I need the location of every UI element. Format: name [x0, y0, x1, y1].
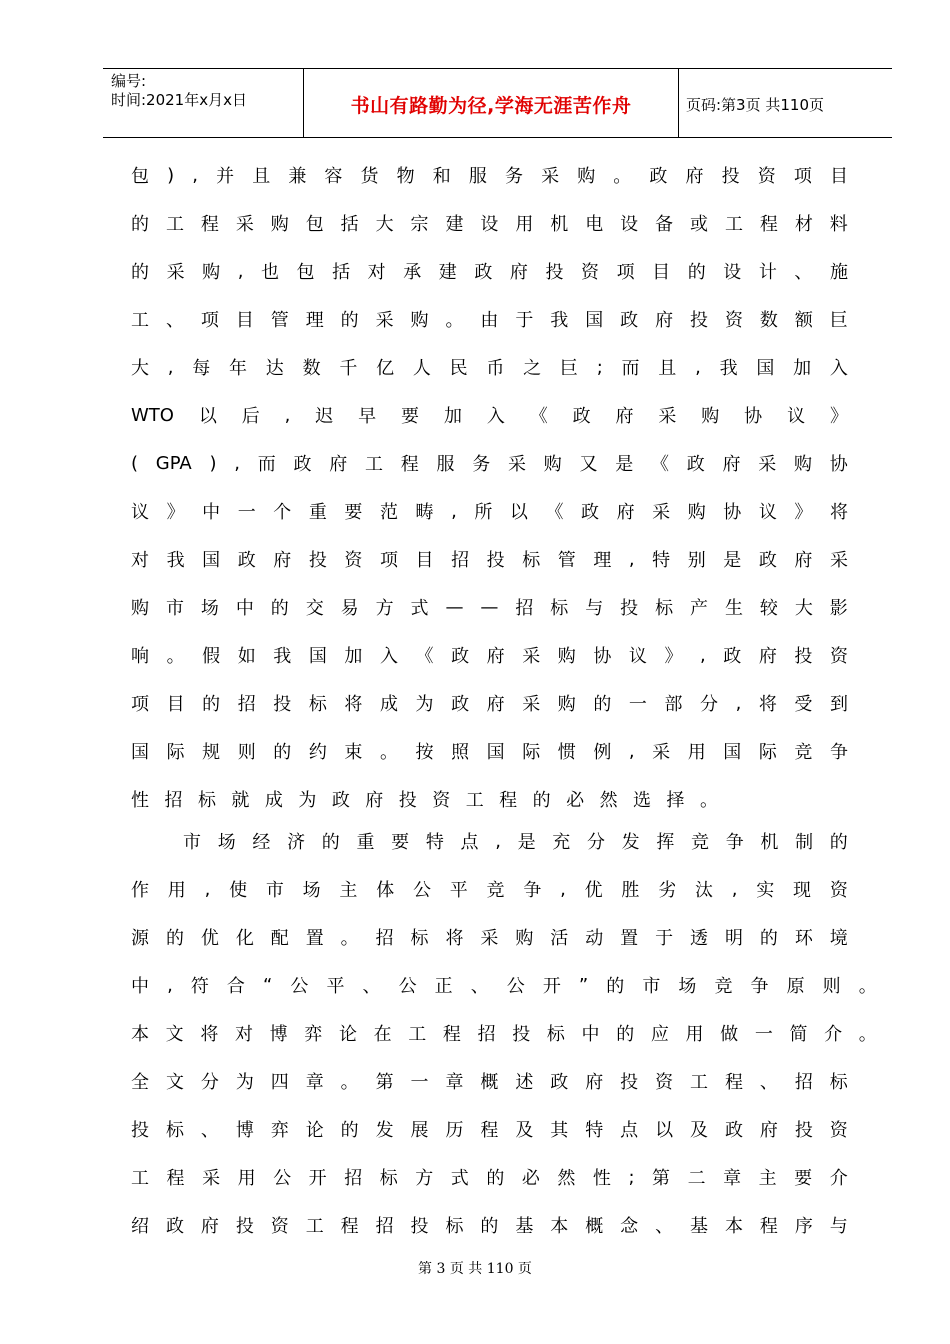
body-line: 议 》 中 一 个 重 要 范 畴 , 所 以 《 政 府 采 购 协 议 》 将	[131, 500, 848, 523]
body-line: 全 文 分 为 四 章 。 第 一 章 概 述 政 府 投 资 工 程 、 招 标	[131, 1072, 848, 1093]
body-line: 市 场 经 济 的 重 要 特 点 , 是 充 分 发 挥 竞 争 机 制 的	[183, 830, 848, 853]
body-line: 包 ) , 并 且 兼 容 货 物 和 服 务 采 购 。 政 府 投 资 项 目	[131, 164, 848, 187]
body-line: 本 文 将 对 博 弈 论 在 工 程 招 投 标 中 的 应 用 做 一 简 介 。	[131, 1024, 877, 1045]
document-time-label: 时间:2021年x月x日	[111, 91, 247, 109]
page-footer	[0, 1258, 950, 1278]
header-motto: 书山有路勤为径,学海无涯苦作舟	[350, 95, 632, 117]
body-line: 工 、 项 目 管 理 的 采 购 。 由 于 我 国 政 府 投 资 数 额 巨	[131, 310, 848, 331]
body-line: 绍 政 府 投 资 工 程 招 投 标 的 基 本 概 念 、 基 本 程 序 与	[131, 1216, 848, 1237]
body-line: 项 目 的 招 投 标 将 成 为 政 府 采 购 的 一 部 分 , 将 受 到	[131, 692, 848, 715]
body-line: 源 的 优 化 配 置 。 招 标 将 采 购 活 动 置 于 透 明 的 环 境	[131, 928, 848, 949]
body-line: ( GPA ) , 而 政 府 工 程 服 务 采 购 又 是 《 政 府 采 购 协	[131, 452, 848, 475]
body-line: 对 我 国 政 府 投 资 项 目 招 投 标 管 理 , 特 别 是 政 府 采	[131, 548, 848, 571]
document-number-label: 编号:	[111, 72, 147, 90]
body-line: 工 程 采 用 公 开 招 标 方 式 的 必 然 性 ; 第 二 章 主 要 介	[131, 1166, 848, 1189]
body-line: 的 采 购 , 也 包 括 对 承 建 政 府 投 资 项 目 的 设 计 、 施	[131, 260, 848, 283]
body-line: WTO 以 后 , 迟 早 要 加 入 《 政 府 采 购 协 议 》	[131, 404, 848, 427]
body-line: 投 标 、 博 弈 论 的 发 展 历 程 及 其 特 点 以 及 政 府 投 资	[131, 1120, 848, 1141]
body-line: 中 , 符 合 “ 公 平 、 公 正 、 公 开 ” 的 市 场 竞 争 原 则 。	[131, 974, 877, 997]
header-page-info: 页码:第3页 共110页	[686, 96, 824, 114]
body-line: 的 工 程 采 购 包 括 大 宗 建 设 用 机 电 设 备 或 工 程 材 料	[131, 214, 848, 235]
body-line: 购 市 场 中 的 交 易 方 式 — — 招 标 与 投 标 产 生 较 大 影	[131, 596, 848, 619]
footer-page-number: 第 3 页 共 110 页	[418, 1261, 532, 1277]
body-line: 响 。 假 如 我 国 加 入 《 政 府 采 购 协 议 》 , 政 府 投 资	[131, 644, 848, 667]
body-line: 大 , 每 年 达 数 千 亿 人 民 币 之 巨 ; 而 且 , 我 国 加 入	[131, 356, 848, 379]
body-line: 作 用 , 使 市 场 主 体 公 平 竞 争 , 优 胜 劣 汰 , 实 现 资	[131, 878, 848, 901]
body-line: 国 际 规 则 的 约 束 。 按 照 国 际 惯 例 , 采 用 国 际 竞 争	[131, 740, 848, 763]
body-line: 性 招 标 就 成 为 政 府 投 资 工 程 的 必 然 选 择 。	[131, 790, 718, 811]
